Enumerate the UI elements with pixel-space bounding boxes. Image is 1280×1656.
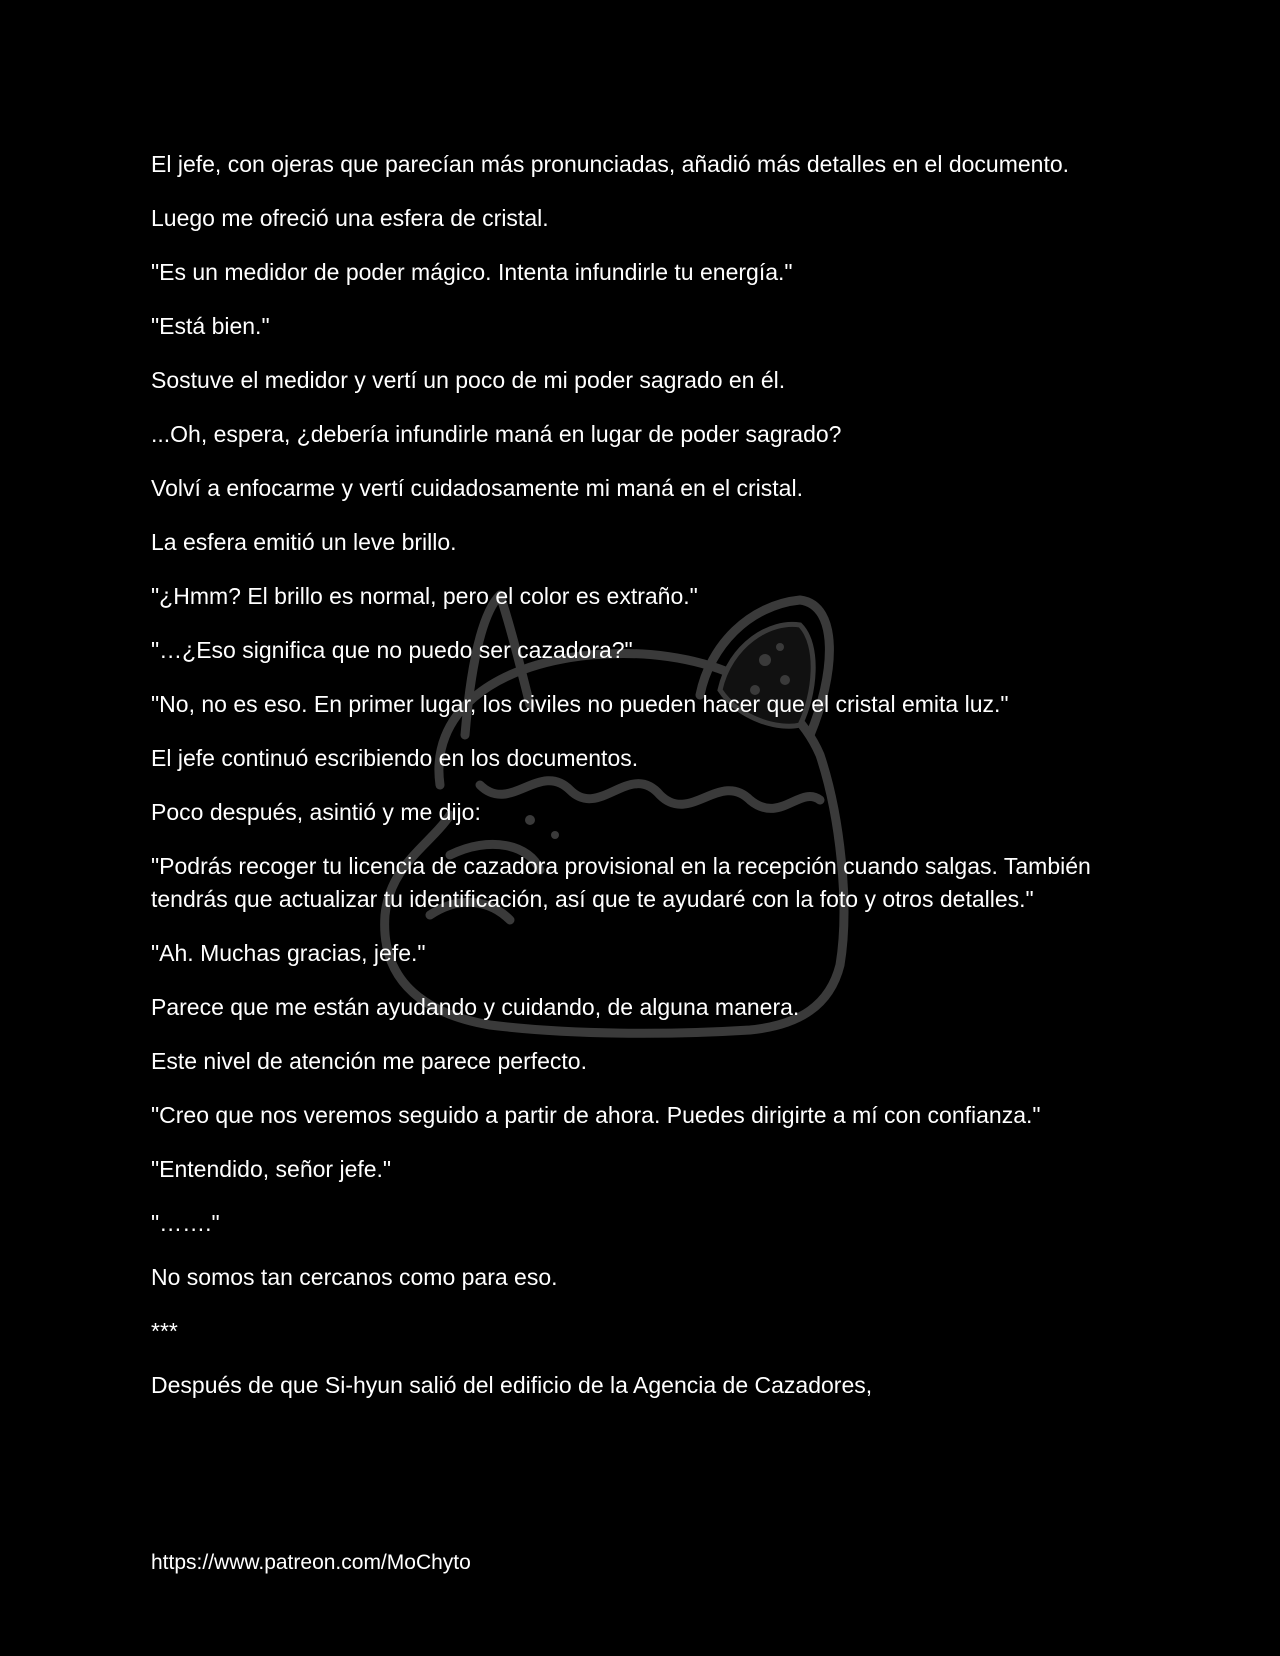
scene-break: *** [151,1318,178,1344]
paragraph: Este nivel de atención me parece perfecto. [151,1048,587,1074]
paragraph: "…¿Eso significa que no puedo ser cazadora?" [151,637,633,663]
paragraph: Luego me ofreció una esfera de cristal. [151,205,549,231]
paragraph: ...Oh, espera, ¿debería infundirle maná en lugar de poder sagrado? [151,421,842,447]
paragraph: "¿Hmm? El brillo es normal, pero el color es extraño." [151,583,698,609]
paragraph: La esfera emitió un leve brillo. [151,529,457,555]
paragraph: Después de que Si-hyun salió del edificio de la Agencia de Cazadores, [151,1372,873,1398]
paragraph: "No, no es eso. En primer lugar, los civiles no pueden hacer que el cristal emita luz." [151,691,1009,717]
paragraph: "……." [151,1210,220,1236]
paragraph: El jefe, con ojeras que parecían más pronunciadas, añadió más detalles en el documento. [151,151,1070,177]
story-text [151,148,1141,1423]
paragraph: "Entendido, señor jefe." [151,1156,392,1182]
paragraph: Parece que me están ayudando y cuidando, de alguna manera. [151,994,800,1020]
patreon-link[interactable]: https://www.patreon.com/MoChyto [151,1551,471,1574]
paragraph: "Podrás recoger tu licencia de cazadora provisional en la recepción cuando salgas. También tendrás que actualizar tu identificación, así que te ayudaré con la foto y otros detalles." [151,853,1098,912]
paragraph: Poco después, asintió y me dijo: [151,799,481,825]
paragraph: El jefe continuó escribiendo en los documentos. [151,745,639,771]
paragraph: "Creo que nos veremos seguido a partir de ahora. Puedes dirigirte a mí con confianza." [151,1102,1041,1128]
paragraph: "Es un medidor de poder mágico. Intenta infundirle tu energía." [151,259,793,285]
paragraph: Sostuve el medidor y vertí un poco de mi poder sagrado en él. [151,367,786,393]
paragraph: Volví a enfocarme y vertí cuidadosamente mi maná en el cristal. [151,475,803,501]
paragraph: "Ah. Muchas gracias, jefe." [151,940,426,966]
paragraph: "Está bien." [151,313,270,339]
paragraph: No somos tan cercanos como para eso. [151,1264,558,1290]
